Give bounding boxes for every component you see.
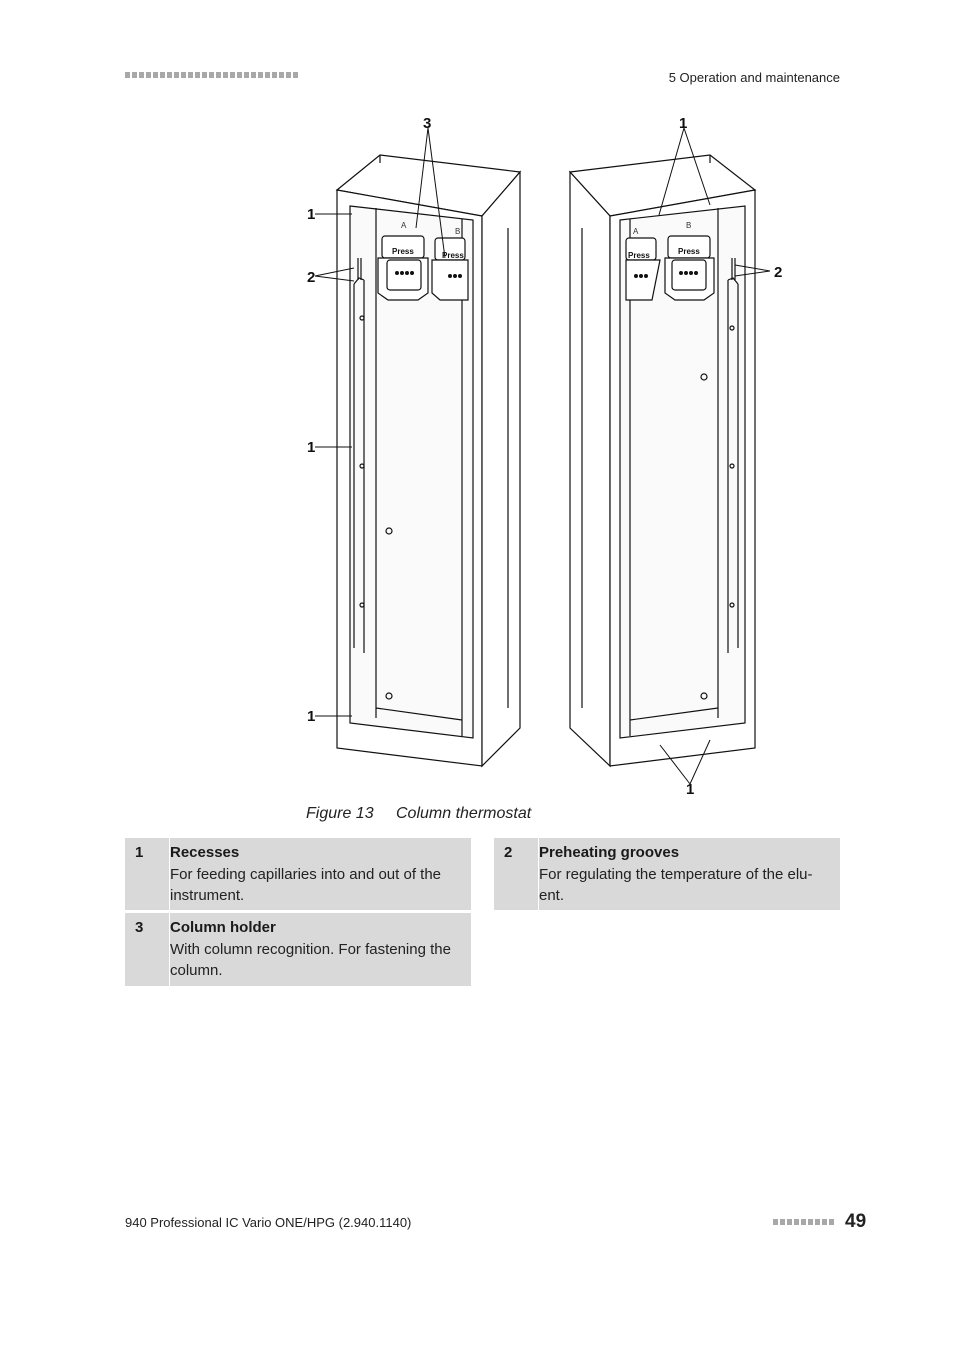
- legend-desc-line: For feeding capillaries into and out of the: [170, 866, 442, 883]
- callout-1-upper: 1: [307, 206, 316, 223]
- slot-letter-right-a: A: [633, 227, 639, 236]
- figure-title: Column thermostat: [396, 805, 532, 822]
- section-title: 5 Operation and maintenance: [668, 70, 840, 85]
- legend-item-preheating-grooves: [494, 838, 840, 910]
- legend-number: 1: [125, 838, 170, 910]
- footer-decoration: [773, 1219, 834, 1225]
- legend-desc-line: With column recognition. For fastening the: [170, 941, 451, 958]
- legend-item-column-holder: [125, 913, 471, 986]
- legend-desc-line: instrument.: [170, 887, 245, 904]
- column-thermostat-drawing: [290, 108, 810, 808]
- page-number: 49: [845, 1211, 867, 1232]
- legend-title: Column holder: [170, 919, 276, 936]
- callout-3: 3: [423, 115, 432, 132]
- callout-1-lower: 1: [307, 708, 316, 725]
- legend-desc-line: column.: [170, 962, 223, 979]
- legend-description: [170, 864, 463, 906]
- legend-title: Preheating grooves: [539, 844, 680, 861]
- legend-item-recesses: [125, 838, 471, 910]
- slot-letter-right-b: B: [686, 221, 692, 230]
- figure-number: Figure 13: [306, 805, 374, 822]
- press-label-right-a: Press: [628, 251, 650, 260]
- legend-description: [539, 864, 832, 906]
- legend-desc-line: For regulating the temperature of the elu-: [539, 866, 813, 883]
- press-label-right-b: Press: [678, 247, 700, 256]
- slot-letter-left-b: B: [455, 227, 461, 236]
- legend-title: Recesses: [170, 844, 240, 861]
- callout-1-top: 1: [679, 115, 688, 132]
- legend-number: 2: [494, 838, 539, 910]
- column-thermostat-figure: [290, 108, 810, 808]
- callout-2-right: 2: [774, 264, 783, 281]
- callout-1-middle: 1: [307, 439, 316, 456]
- callout-2-left: 2: [307, 269, 316, 286]
- press-label-left-b: Press: [442, 251, 464, 260]
- slot-letter-left-a: A: [401, 221, 407, 230]
- legend-desc-line: ent.: [539, 887, 565, 904]
- callout-1-bottom: 1: [686, 781, 695, 798]
- header-decoration: [125, 72, 298, 78]
- press-label-left-a: Press: [392, 247, 414, 256]
- legend-number: 3: [125, 913, 170, 986]
- figure-caption: [306, 805, 531, 823]
- footer-product-name: 940 Professional IC Vario ONE/HPG (2.940.1140): [125, 1215, 412, 1230]
- legend-description: [170, 939, 463, 981]
